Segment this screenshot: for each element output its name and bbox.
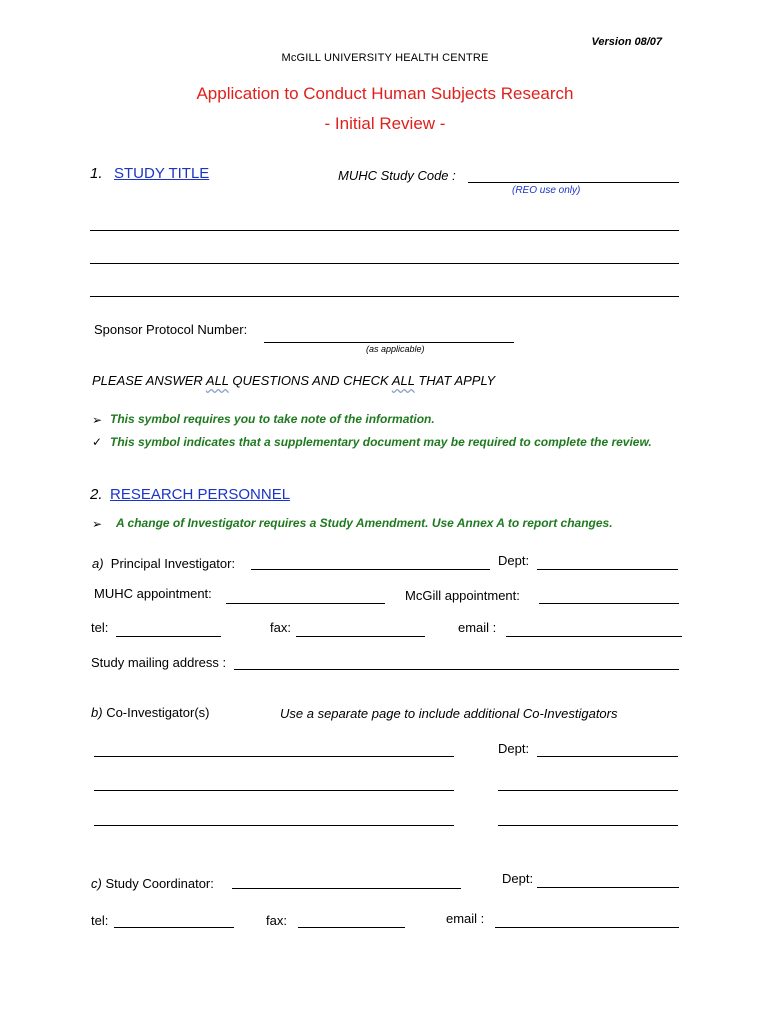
pi-dept-label: Dept: <box>498 553 530 568</box>
pi-fax-label: fax: <box>270 620 291 635</box>
all-emphasis: ALL <box>205 373 229 388</box>
sponsor-protocol-field[interactable] <box>264 342 514 343</box>
co-investigator-dept-field-2[interactable] <box>498 790 678 791</box>
co-investigator-name-field-1[interactable] <box>94 756 454 757</box>
section-1-title: STUDY TITLE <box>114 165 210 182</box>
muhc-appointment-label: MUHC appointment: <box>94 586 212 601</box>
co-investigator-dept-label: Dept: <box>498 741 530 756</box>
study-coordinator-dept-field[interactable] <box>537 887 679 888</box>
section-2-title: RESEARCH PERSONNEL <box>110 486 291 503</box>
pi-dept-field[interactable] <box>537 569 678 570</box>
study-title-line-2[interactable] <box>90 263 679 264</box>
study-code-field[interactable] <box>468 182 679 183</box>
arrow-bullet-icon: ➢ <box>92 413 103 427</box>
study-coordinator-fax-label: fax: <box>266 913 287 928</box>
muhc-appointment-field[interactable] <box>226 603 385 604</box>
section-2-number: 2. <box>90 486 103 503</box>
page-subtitle: - Initial Review - <box>324 114 446 133</box>
study-mailing-address-label: Study mailing address : <box>91 655 227 670</box>
reo-use-note: (REO use only) <box>512 185 581 196</box>
pi-label: a) Principal Investigator: <box>92 556 236 571</box>
version-label: Version 08/07 <box>591 36 662 48</box>
section-1-number: 1. <box>90 165 103 182</box>
investigator-change-note: A change of Investigator requires a Study Amendment. Use Annex A to report changes. <box>116 516 613 530</box>
study-coordinator-tel-field[interactable] <box>114 927 234 928</box>
study-coordinator-email-field[interactable] <box>495 927 679 928</box>
study-coordinator-label: c) Study Coordinator: <box>91 876 214 891</box>
co-investigator-label: b) Co-Investigator(s) <box>91 705 210 720</box>
study-title-line-3[interactable] <box>90 296 679 297</box>
organization-name: McGILL UNIVERSITY HEALTH CENTRE <box>281 52 489 64</box>
mcgill-appointment-field[interactable] <box>539 603 679 604</box>
study-title-line-1[interactable] <box>90 230 679 231</box>
co-investigator-dept-field-1[interactable] <box>537 756 678 757</box>
study-code-label: MUHC Study Code : <box>338 168 456 183</box>
study-coordinator-fax-field[interactable] <box>298 927 405 928</box>
study-coordinator-email-label: email : <box>446 911 485 926</box>
pi-fax-field[interactable] <box>296 636 425 637</box>
pi-tel-label: tel: <box>91 620 109 635</box>
checkmark-icon: ✓ <box>92 435 103 449</box>
co-investigator-name-field-3[interactable] <box>94 825 454 826</box>
study-mailing-address-field[interactable] <box>234 669 679 670</box>
co-investigator-note: Use a separate page to include additional Co-Investigators <box>280 706 618 721</box>
sponsor-protocol-note: (as applicable) <box>366 344 425 354</box>
study-coordinator-dept-label: Dept: <box>502 871 534 886</box>
pi-email-label: email : <box>458 620 497 635</box>
mcgill-appointment-label: McGill appointment: <box>405 588 520 603</box>
study-coordinator-name-field[interactable] <box>232 888 461 889</box>
all-emphasis: ALL <box>391 373 415 388</box>
pi-name-field[interactable] <box>251 569 490 570</box>
sponsor-protocol-label: Sponsor Protocol Number: <box>94 322 248 337</box>
pi-tel-field[interactable] <box>116 636 221 637</box>
checkmark-symbol-note: This symbol indicates that a supplementary document may be required to complete the review. <box>110 435 652 449</box>
arrow-bullet-icon: ➢ <box>92 517 103 531</box>
arrow-symbol-note: This symbol requires you to take note of the information. <box>110 412 435 426</box>
co-investigator-name-field-2[interactable] <box>94 790 454 791</box>
co-investigator-dept-field-3[interactable] <box>498 825 678 826</box>
study-coordinator-tel-label: tel: <box>91 913 109 928</box>
page-title: Application to Conduct Human Subjects Research <box>196 84 574 103</box>
pi-email-field[interactable] <box>506 636 682 637</box>
instructions-heading: PLEASE ANSWER ALL QUESTIONS AND CHECK ALL THAT APPLY <box>92 373 496 388</box>
